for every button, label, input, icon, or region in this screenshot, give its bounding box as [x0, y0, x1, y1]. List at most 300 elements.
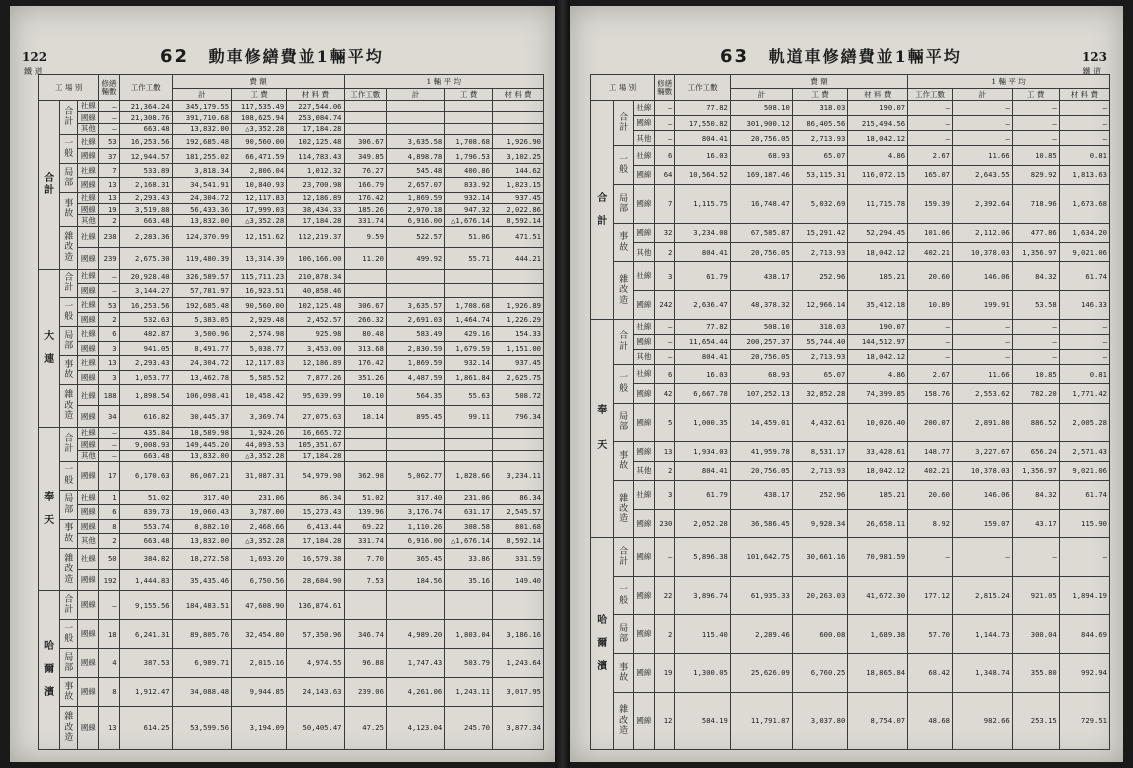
line-type-cell: 國線 [78, 312, 99, 326]
value-cell-material: 17,184.28 [287, 450, 344, 461]
value-cell-total: 24,304.72 [172, 192, 231, 203]
value-cell-pc-material: 508.72 [492, 385, 543, 406]
value-cell-material: 10,026.40 [848, 403, 908, 442]
factory-cell: 哈 爾 濱 [39, 591, 60, 750]
value-cell-cars: — [99, 439, 119, 450]
value-cell-cars: 18 [99, 620, 119, 649]
line-type-cell: 社線 [78, 548, 99, 569]
value-cell-pc-work: 68.42 [908, 654, 953, 693]
value-cell-pc-material: 1,894.19 [1059, 576, 1109, 615]
value-cell-total: 106,098.41 [172, 385, 231, 406]
value-cell-total: 53,599.56 [172, 706, 231, 749]
value-cell-pc-total: 4,123.04 [386, 706, 444, 749]
value-cell-labor: 5,032.69 [792, 185, 848, 224]
category-cell: 合計 [60, 101, 78, 135]
header-labor: 工 費 [792, 89, 848, 101]
value-cell-cars: 7 [655, 185, 675, 224]
value-cell-pc-work: — [908, 538, 953, 577]
line-type-cell: 社線 [78, 192, 99, 203]
category-cell: 事故 [60, 678, 78, 707]
value-cell-labor: 31,087.31 [232, 461, 287, 490]
value-cell-pc-material: 937.45 [492, 192, 543, 203]
header-labor: 工 費 [232, 89, 287, 101]
value-cell-total: 192,685.48 [172, 134, 231, 148]
value-cell-cars: 6 [655, 146, 675, 165]
value-cell-pc-total [386, 439, 444, 450]
value-cell-pc-labor: 886.52 [1012, 403, 1059, 442]
table-row [591, 165, 1110, 184]
value-cell-labor: 12,966.14 [792, 290, 848, 319]
value-cell-total: 34,088.48 [172, 678, 231, 707]
value-cell-pc-material: 149.40 [492, 569, 543, 590]
value-cell-cars: — [655, 131, 675, 146]
value-cell-labor: 2,929.48 [232, 312, 287, 326]
line-type-cell: 社線 [78, 427, 99, 438]
value-cell-labor: 3,194.09 [232, 706, 287, 749]
value-cell-pc-total: 317.40 [386, 490, 444, 504]
table-header [39, 75, 544, 101]
value-cell-pc-total: 583.49 [386, 327, 444, 341]
header-pc-total: 計 [386, 89, 444, 101]
table-row [591, 365, 1110, 384]
value-cell-cars: — [655, 334, 675, 349]
table-row [39, 327, 544, 341]
value-cell-pc-labor: 718.96 [1012, 185, 1059, 224]
value-cell-pc-total: 199.91 [952, 290, 1012, 319]
line-type-cell: 其他 [633, 243, 654, 262]
value-cell-material: 18,042.12 [848, 349, 908, 364]
line-type-cell: 國線 [78, 706, 99, 749]
value-cell-labor: 318.03 [792, 101, 848, 116]
value-cell-pc-labor: — [1012, 116, 1059, 131]
value-cell-pc-total: 1,747.43 [386, 649, 444, 678]
line-type-cell: 國線 [78, 620, 99, 649]
value-cell-material: 12,186.89 [287, 356, 344, 370]
value-cell-pc-total: 499.92 [386, 248, 444, 269]
value-cell-pc-labor: 43.17 [1012, 509, 1059, 538]
value-cell-labor: 12,117.83 [232, 192, 287, 203]
value-cell-pc-material: 801.68 [492, 519, 543, 533]
value-cell-material: 18,042.12 [848, 461, 908, 480]
value-cell-pc-material: — [1059, 334, 1109, 349]
value-cell-material: 33,428.61 [848, 442, 908, 461]
value-cell-pc-material: 1,243.64 [492, 649, 543, 678]
value-cell-material: 215,494.56 [848, 116, 908, 131]
category-cell: 雜改造 [614, 692, 633, 749]
value-cell-work: 532.63 [119, 312, 172, 326]
value-cell-pc-total [386, 450, 444, 461]
line-type-cell: 國線 [633, 116, 654, 131]
table-row [39, 149, 544, 163]
line-type-cell: 國線 [78, 461, 99, 490]
value-cell-pc-labor: 932.14 [445, 192, 493, 203]
value-cell-cars: 22 [655, 576, 675, 615]
value-cell-work: 3,144.27 [119, 283, 172, 297]
value-cell-work: 16,253.56 [119, 134, 172, 148]
value-cell-pc-labor [445, 427, 493, 438]
line-type-cell: 國線 [633, 185, 654, 224]
category-cell: 一般 [60, 298, 78, 327]
value-cell-work: 804.41 [675, 349, 731, 364]
value-cell-pc-work: 402.21 [908, 461, 953, 480]
value-cell-pc-total: 1,869.59 [386, 192, 444, 203]
value-cell-cars: 13 [99, 356, 119, 370]
value-cell-pc-material: 729.51 [1059, 692, 1109, 749]
value-cell-cars: 5 [655, 403, 675, 442]
value-cell-total: 301,900.12 [730, 116, 792, 131]
table-row [591, 116, 1110, 131]
category-cell: 一般 [60, 461, 78, 490]
header-cars: 修繕 輛數 [655, 75, 675, 101]
table-row [591, 185, 1110, 224]
value-cell-work: 1,053.77 [119, 370, 172, 384]
page-number: 122 [22, 50, 48, 64]
value-cell-pc-labor: 1,679.59 [445, 341, 493, 355]
value-cell-material: 26,658.11 [848, 509, 908, 538]
value-cell-pc-work: — [908, 334, 953, 349]
value-cell-labor: 252.96 [792, 262, 848, 291]
value-cell-pc-work: 10.89 [908, 290, 953, 319]
line-type-cell: 國線 [78, 591, 99, 620]
value-cell-total: 124,370.99 [172, 226, 231, 247]
value-cell-pc-total: 3,176.74 [386, 505, 444, 519]
value-cell-pc-labor: 35.16 [445, 569, 493, 590]
value-cell-material: 1,012.32 [287, 163, 344, 177]
table-row [39, 678, 544, 707]
value-cell-pc-work: 48.68 [908, 692, 953, 749]
value-cell-pc-work [344, 591, 386, 620]
value-cell-pc-work: 165.07 [908, 165, 953, 184]
value-cell-total: 14,459.01 [730, 403, 792, 442]
value-cell-pc-labor: 932.14 [445, 356, 493, 370]
value-cell-pc-labor [445, 591, 493, 620]
value-cell-total: 89,805.76 [172, 620, 231, 649]
value-cell-cars: 2 [99, 312, 119, 326]
category-cell: 雜改造 [60, 706, 78, 749]
value-cell-pc-material: 0.81 [1059, 365, 1109, 384]
value-cell-total: 508.10 [730, 101, 792, 116]
line-type-cell: 國線 [633, 692, 654, 749]
header-pc-labor: 工 費 [1012, 89, 1059, 101]
header-total: 計 [172, 89, 231, 101]
value-cell-pc-labor: 10.85 [1012, 365, 1059, 384]
category-cell: 事故 [60, 519, 78, 548]
value-cell-work: 2,675.30 [119, 248, 172, 269]
value-cell-material: 12,186.89 [287, 192, 344, 203]
value-cell-material: 1,689.38 [848, 615, 908, 654]
value-cell-total: 8,882.10 [172, 519, 231, 533]
value-cell-work: 115.40 [675, 615, 731, 654]
value-cell-pc-work: 7.53 [344, 569, 386, 590]
value-cell-total: 169,187.46 [730, 165, 792, 184]
value-cell-total: 200,257.37 [730, 334, 792, 349]
value-cell-material: 16,579.38 [287, 548, 344, 569]
value-cell-material: 40,858.46 [287, 283, 344, 297]
value-cell-pc-material: 1,634.20 [1059, 223, 1109, 242]
value-cell-labor: 2,468.66 [232, 519, 287, 533]
value-cell-pc-total: 10,378.03 [952, 461, 1012, 480]
value-cell-labor: △3,352.28 [232, 450, 287, 461]
table-row [39, 134, 544, 148]
value-cell-pc-material: — [1059, 319, 1109, 334]
value-cell-pc-total: 2,691.03 [386, 312, 444, 326]
value-cell-material: 24,143.63 [287, 678, 344, 707]
value-cell-material: 28,684.90 [287, 569, 344, 590]
value-cell-pc-material: — [1059, 349, 1109, 364]
value-cell-work: 9,008.93 [119, 439, 172, 450]
line-type-cell: 國線 [78, 569, 99, 590]
value-cell-labor: 1,924.26 [232, 427, 287, 438]
value-cell-pc-material: 3,186.16 [492, 620, 543, 649]
value-cell-pc-labor: 1,464.74 [445, 312, 493, 326]
value-cell-pc-material: 61.74 [1059, 262, 1109, 291]
value-cell-work: 20,928.40 [119, 269, 172, 283]
value-cell-material: 15,273.43 [287, 505, 344, 519]
value-cell-work: 553.74 [119, 519, 172, 533]
value-cell-labor: 4,432.61 [792, 403, 848, 442]
table-row [591, 131, 1110, 146]
value-cell-cars: 2 [99, 534, 119, 548]
line-type-cell: 社線 [633, 319, 654, 334]
value-cell-material: 114,783.43 [287, 149, 344, 163]
value-cell-pc-material: 154.33 [492, 327, 543, 341]
line-type-cell: 國線 [78, 204, 99, 215]
table-row [39, 450, 544, 461]
left-page [10, 6, 555, 762]
value-cell-pc-work: 101.06 [908, 223, 953, 242]
value-cell-work: 16,253.56 [119, 298, 172, 312]
value-cell-pc-total: 10,378.03 [952, 243, 1012, 262]
table-row [591, 692, 1110, 749]
table-row [39, 649, 544, 678]
value-cell-work: 1,444.83 [119, 569, 172, 590]
value-cell-total: 20,756.05 [730, 131, 792, 146]
value-cell-cars: 6 [99, 505, 119, 519]
value-cell-pc-work: 166.79 [344, 178, 386, 192]
value-cell-work: 614.25 [119, 706, 172, 749]
line-type-cell: 國線 [633, 290, 654, 319]
value-cell-pc-material: 8,592.14 [492, 215, 543, 226]
value-cell-pc-labor: 503.79 [445, 649, 493, 678]
value-cell-work: 1,898.54 [119, 385, 172, 406]
value-cell-pc-work: 346.74 [344, 620, 386, 649]
value-cell-work: 21,308.76 [119, 112, 172, 123]
table-row [591, 538, 1110, 577]
value-cell-total: 35,435.46 [172, 569, 231, 590]
line-type-cell: 社線 [78, 163, 99, 177]
value-cell-material: 35,412.18 [848, 290, 908, 319]
table-row [591, 243, 1110, 262]
title-text: 動車修繕費並1輛平均 [208, 47, 384, 66]
line-type-cell: 國線 [78, 370, 99, 384]
value-cell-material: 18,042.12 [848, 243, 908, 262]
value-cell-pc-labor: 829.92 [1012, 165, 1059, 184]
value-cell-total: 317.40 [172, 490, 231, 504]
value-cell-pc-material: 9,021.06 [1059, 461, 1109, 480]
value-cell-pc-labor: 477.86 [1012, 223, 1059, 242]
category-cell: 事故 [614, 442, 633, 481]
value-cell-work: 663.48 [119, 123, 172, 134]
value-cell-pc-material: 146.33 [1059, 290, 1109, 319]
value-cell-pc-work: 306.67 [344, 298, 386, 312]
category-cell: 一般 [60, 620, 78, 649]
value-cell-pc-total: 6,916.00 [386, 534, 444, 548]
table-row [39, 406, 544, 427]
value-cell-cars: — [655, 116, 675, 131]
value-cell-material: 57,350.96 [287, 620, 344, 649]
value-cell-cars: 2 [99, 215, 119, 226]
value-cell-work: 12,944.57 [119, 149, 172, 163]
value-cell-pc-material [492, 450, 543, 461]
table-row [591, 319, 1110, 334]
value-cell-work: 3,896.74 [675, 576, 731, 615]
value-cell-pc-total [386, 269, 444, 283]
line-type-cell: 國線 [78, 406, 99, 427]
table-row [39, 385, 544, 406]
category-cell: 局部 [60, 163, 78, 192]
value-cell-labor: 5,038.77 [232, 341, 287, 355]
value-cell-labor: 65.07 [792, 365, 848, 384]
value-cell-pc-total: — [952, 349, 1012, 364]
value-cell-pc-total: 982.66 [952, 692, 1012, 749]
table-row [39, 192, 544, 203]
value-cell-labor: 90,560.00 [232, 134, 287, 148]
value-cell-pc-labor: △1,676.14 [445, 534, 493, 548]
value-cell-pc-work: 176.42 [344, 356, 386, 370]
table-row [39, 163, 544, 177]
value-cell-total: 41,959.78 [730, 442, 792, 461]
value-cell-pc-labor: 656.24 [1012, 442, 1059, 461]
value-cell-pc-work: — [908, 319, 953, 334]
line-type-cell: 社線 [78, 226, 99, 247]
value-cell-pc-material [492, 283, 543, 297]
value-cell-material: 52,294.45 [848, 223, 908, 242]
value-cell-pc-labor: 53.58 [1012, 290, 1059, 319]
value-cell-material: 105,351.67 [287, 439, 344, 450]
value-cell-pc-total: 564.35 [386, 385, 444, 406]
value-cell-pc-labor: 631.17 [445, 505, 493, 519]
value-cell-pc-work: 306.67 [344, 134, 386, 148]
value-cell-pc-work: 176.42 [344, 192, 386, 203]
value-cell-cars: — [655, 538, 675, 577]
header-cost: 費 額 [730, 75, 907, 89]
value-cell-material: 102,125.48 [287, 298, 344, 312]
value-cell-pc-total: 2,657.07 [386, 178, 444, 192]
value-cell-total: 57,781.97 [172, 283, 231, 297]
value-cell-pc-labor: 833.92 [445, 178, 493, 192]
value-cell-work: 663.48 [119, 450, 172, 461]
value-cell-material: 2,452.57 [287, 312, 344, 326]
factory-cell: 奉 天 [591, 319, 614, 538]
category-cell: 一般 [614, 576, 633, 615]
value-cell-labor: 10,458.42 [232, 385, 287, 406]
header-cost: 費 額 [172, 75, 344, 89]
value-cell-pc-material: 1,926.90 [492, 134, 543, 148]
value-cell-pc-labor: 1,796.53 [445, 149, 493, 163]
value-cell-labor: 13,314.39 [232, 248, 287, 269]
value-cell-pc-total: — [952, 116, 1012, 131]
value-cell-cars: 238 [99, 226, 119, 247]
value-cell-pc-labor: 782.20 [1012, 384, 1059, 403]
value-cell-cars: — [655, 319, 675, 334]
value-cell-labor: 90,560.00 [232, 298, 287, 312]
value-cell-material: 86.34 [287, 490, 344, 504]
value-cell-work: 482.87 [119, 327, 172, 341]
category-cell: 合計 [60, 269, 78, 298]
value-cell-pc-material: — [1059, 131, 1109, 146]
value-cell-total: 20,756.05 [730, 461, 792, 480]
value-cell-labor: 9,944.85 [232, 678, 287, 707]
value-cell-work: 6,241.31 [119, 620, 172, 649]
value-cell-cars: 3 [655, 480, 675, 509]
value-cell-pc-work: 349.85 [344, 149, 386, 163]
table-row [591, 101, 1110, 116]
value-cell-cars: 13 [99, 178, 119, 192]
category-cell: 事故 [60, 356, 78, 385]
value-cell-labor: 16,923.51 [232, 283, 287, 297]
value-cell-material: 74,399.85 [848, 384, 908, 403]
value-cell-pc-work [344, 123, 386, 134]
value-cell-cars: 8 [99, 678, 119, 707]
value-cell-pc-total: 2,553.62 [952, 384, 1012, 403]
table-row [39, 439, 544, 450]
table-row [591, 384, 1110, 403]
category-cell: 一般 [614, 365, 633, 404]
value-cell-material: 50,405.47 [287, 706, 344, 749]
value-cell-cars: 64 [655, 165, 675, 184]
value-cell-pc-work [344, 101, 386, 112]
line-type-cell: 國線 [78, 178, 99, 192]
value-cell-labor: 15,291.42 [792, 223, 848, 242]
value-cell-material: 227,544.06 [287, 101, 344, 112]
line-type-cell: 國線 [633, 538, 654, 577]
value-cell-pc-total: 3,227.67 [952, 442, 1012, 461]
value-cell-pc-work [344, 269, 386, 283]
category-cell: 雜改造 [614, 262, 633, 319]
category-cell: 一般 [60, 134, 78, 163]
table-row [39, 298, 544, 312]
value-cell-pc-work: — [908, 101, 953, 116]
value-cell-total: 16,748.47 [730, 185, 792, 224]
value-cell-pc-labor: 1,243.11 [445, 678, 493, 707]
value-cell-material: 185.21 [848, 480, 908, 509]
value-cell-cars: 17 [99, 461, 119, 490]
header-factory: 工 場 別 [39, 75, 99, 101]
value-cell-work: 2,168.31 [119, 178, 172, 192]
category-cell: 局部 [60, 327, 78, 356]
value-cell-pc-work: 2.67 [908, 365, 953, 384]
value-cell-material: 17,184.28 [287, 123, 344, 134]
line-type-cell: 社線 [78, 356, 99, 370]
line-type-cell: 國線 [633, 654, 654, 693]
page-subtitle: 鐵 道 [24, 67, 43, 76]
value-cell-pc-work [344, 283, 386, 297]
value-cell-cars: 8 [99, 519, 119, 533]
value-cell-pc-work: 10.10 [344, 385, 386, 406]
table-row [39, 204, 544, 215]
value-cell-cars: 19 [655, 654, 675, 693]
value-cell-pc-total: 11.66 [952, 365, 1012, 384]
value-cell-material: 106,166.00 [287, 248, 344, 269]
value-cell-pc-total: — [952, 334, 1012, 349]
value-cell-labor: △3,352.28 [232, 534, 287, 548]
value-cell-total: 13,832.00 [172, 123, 231, 134]
value-cell-labor: 30,661.16 [792, 538, 848, 577]
table-row [39, 123, 544, 134]
line-type-cell: 國線 [78, 439, 99, 450]
value-cell-work: 1,912.47 [119, 678, 172, 707]
value-cell-labor: 2,574.98 [232, 327, 287, 341]
